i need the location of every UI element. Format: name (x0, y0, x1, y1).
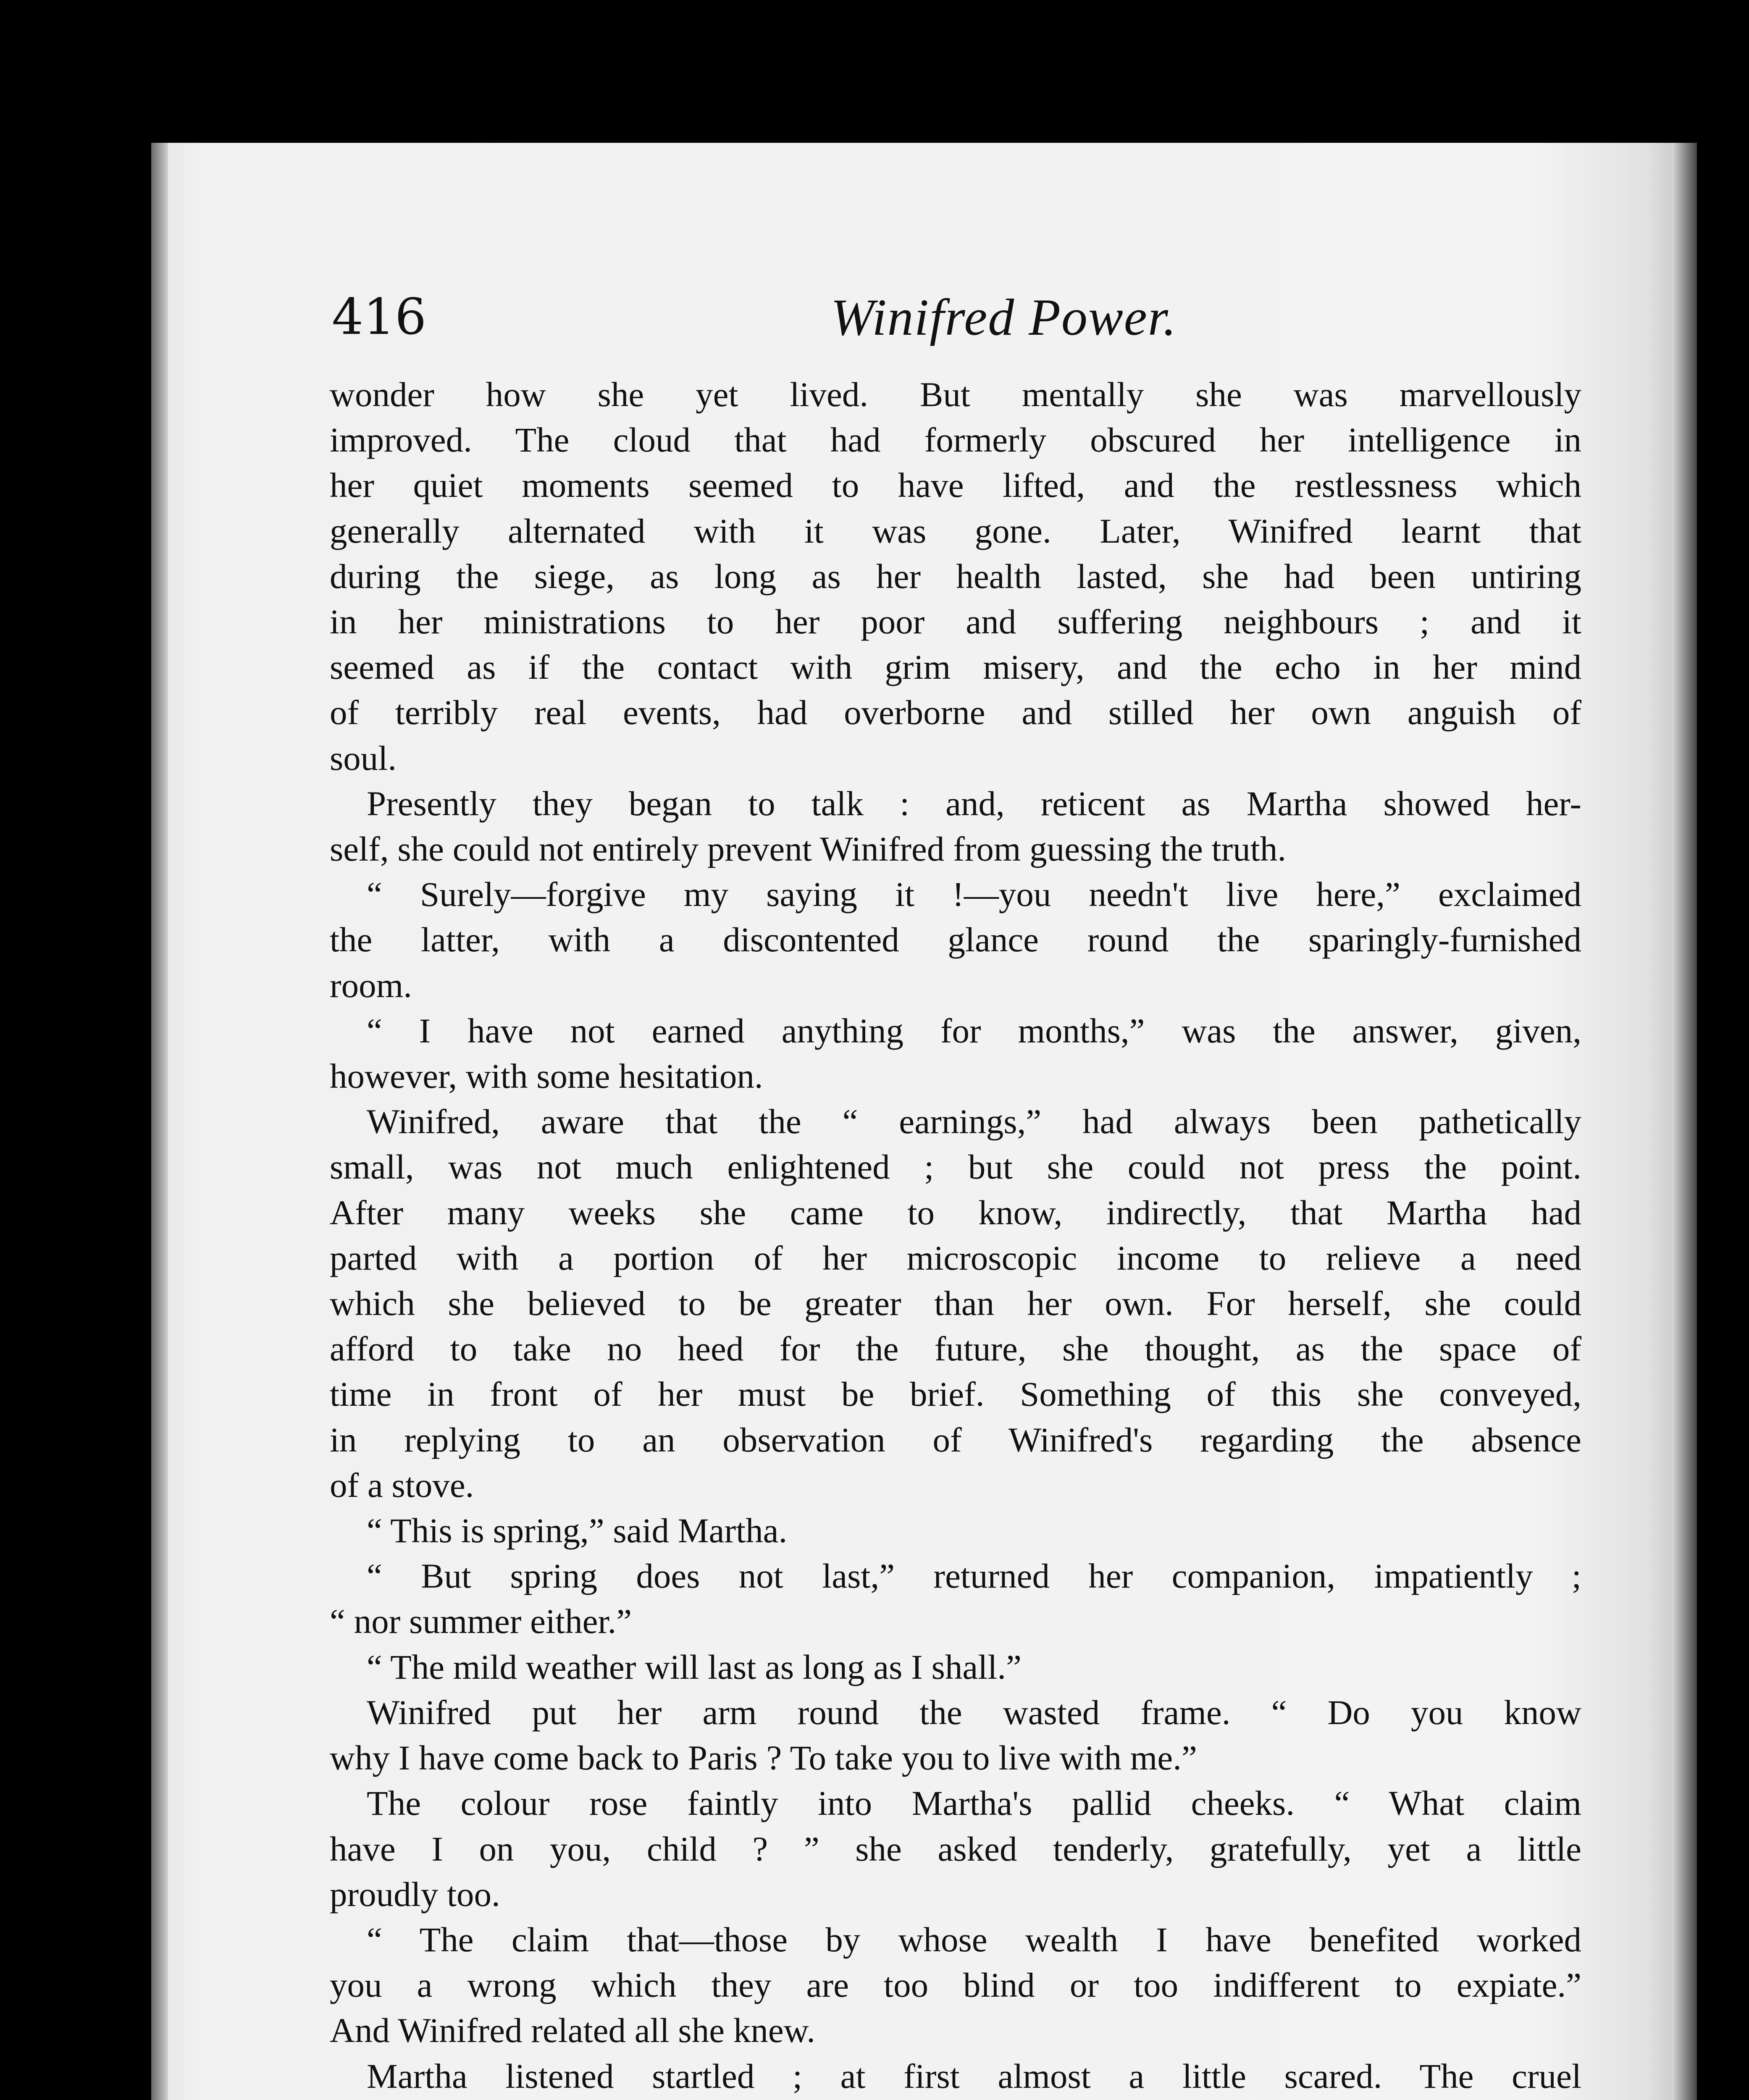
book-page (151, 143, 1697, 2100)
text-line: And Winifred related all she knew. (330, 2011, 815, 2050)
text-line: small, was not much enlightened ; but she could not press the point. (330, 1147, 1581, 1186)
text-line: “ nor summer either.” (330, 1602, 632, 1641)
text-line: why I have come back to Paris ? To take you to live with me.” (330, 1738, 1197, 1777)
running-title: Winifred Power. (830, 289, 1177, 346)
text-line: have I on you, child ? ” she asked tenderly, gratefully, yet a little (330, 1829, 1581, 1868)
text-line: generally alternated with it was gone. Later, Winifred learnt that (330, 511, 1581, 550)
text-line: “ I have not earned anything for months,” was the answer, given, (367, 1011, 1581, 1050)
text-line: The colour rose faintly into Martha's pallid cheeks. “ What claim (367, 1784, 1581, 1823)
text-line: in her ministrations to her poor and suffering neighbours ; and it (330, 602, 1581, 641)
text-line: afford to take no heed for the future, she thought, as the space of (330, 1329, 1581, 1368)
text-line: her quiet moments seemed to have lifted, and the restlessness which (330, 466, 1581, 505)
text-line: during the siege, as long as her health lasted, she had been untiring (330, 556, 1581, 596)
text-line: “ Surely—forgive my saying it !—you needn't live here,” exclaimed (367, 875, 1581, 914)
text-line: Martha listened startled ; at first almost a little scared. The cruel (367, 2056, 1581, 2095)
text-line: seemed as if the contact with grim misery, and the echo in her mind (330, 648, 1581, 687)
text-line: of a stove. (330, 1465, 474, 1504)
text-line: After many weeks she came to know, indirectly, that Martha had (330, 1193, 1581, 1232)
page-left-edge (151, 143, 168, 2100)
text-line: however, with some hesitation. (330, 1057, 763, 1096)
text-line: which she believed to be greater than her own. For herself, she could (330, 1284, 1581, 1323)
text-line: soul. (330, 738, 397, 777)
text-line: you a wrong which they are too blind or too indifferent to expiate.” (330, 1966, 1581, 2005)
text-line: room. (330, 966, 412, 1005)
text-line: Winifred, aware that the “ earnings,” had always been pathetically (367, 1102, 1581, 1141)
text-line: improved. The cloud that had formerly obscured her intelligence in (330, 420, 1581, 459)
text-line: Presently they began to talk : and, reticent as Martha showed her- (367, 784, 1581, 823)
text-line: “ This is spring,” said Martha. (367, 1511, 788, 1550)
text-line: wonder how she yet lived. But mentally she was marvellously (330, 375, 1581, 414)
text-line: the latter, with a discontented glance round the sparingly-furnished (330, 920, 1581, 959)
text-line: proudly too. (330, 1874, 500, 1914)
page-gutter-shadow (1672, 143, 1697, 2100)
running-head (332, 288, 1676, 355)
text-line: of terribly real events, had overborne and stilled her own anguish of (330, 693, 1581, 732)
text-line: “ But spring does not last,” returned her companion, impatiently ; (367, 1557, 1581, 1596)
body-text (330, 372, 1581, 2100)
text-line: time in front of her must be brief. Something of this she conveyed, (330, 1375, 1581, 1414)
page-number: 416 (332, 288, 427, 346)
text-line: parted with a portion of her microscopic income to relieve a need (330, 1238, 1581, 1277)
text-line: self, she could not entirely prevent Winifred from guessing the truth. (330, 830, 1287, 869)
text-line: “ The claim that—those by whose wealth I have benefited worked (367, 1920, 1581, 1959)
text-line: Winifred put her arm round the wasted frame. “ Do you know (367, 1693, 1581, 1732)
text-line: in replying to an observation of Winifred's regarding the absence (330, 1420, 1581, 1459)
text-line: “ The mild weather will last as long as I shall.” (367, 1647, 1022, 1686)
